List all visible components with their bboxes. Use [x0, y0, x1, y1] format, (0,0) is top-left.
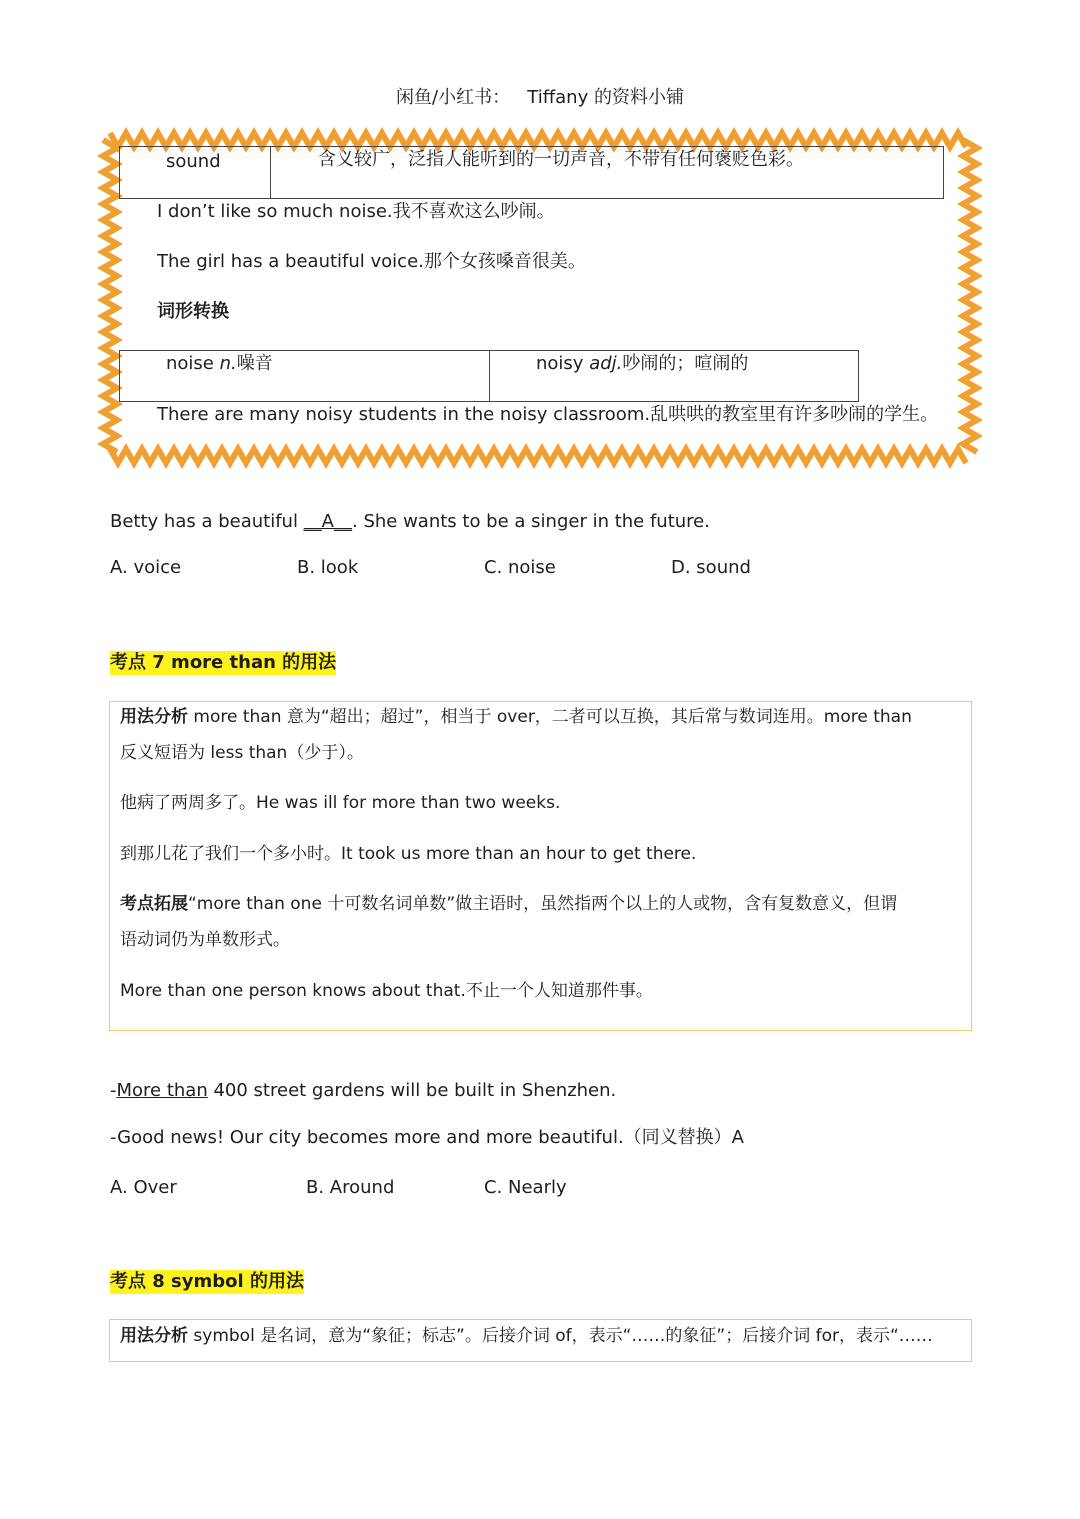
- header-shop: Tiffany 的资料小铺: [527, 87, 684, 108]
- word-form-noise: noise n.噪音: [166, 353, 273, 374]
- header-source: 闲鱼/小红书：: [396, 87, 511, 108]
- option-b: B. look: [297, 557, 359, 578]
- word-form-noisy: noisy adj.吵闹的；喧闹的: [536, 353, 749, 374]
- option-c: C. noise: [484, 557, 556, 578]
- extension-label: 考点拓展: [120, 894, 188, 914]
- point7-extension-line2: 语动词仍为单数形式。: [120, 930, 290, 950]
- option-a: A. voice: [110, 557, 182, 578]
- point8-analysis-label: 用法分析: [120, 1326, 188, 1346]
- table-desc-sound: 含义较广，泛指人能听到的一切声音，不带有任何褒贬色彩。: [318, 149, 804, 170]
- question-more-than-line1: -More than 400 street gardens will be built in Shenzhen.: [110, 1080, 617, 1101]
- example-noise: I don’t like so much noise.我不喜欢这么吵闹。: [157, 201, 555, 222]
- example-voice: The girl has a beautiful voice.那个女孩嗓音很美。: [157, 251, 586, 272]
- point7-example3: More than one person knows about that.不止一个人知道那件事。: [120, 981, 653, 1001]
- question-voice: Betty has a beautiful __A__. She wants to be a singer in the future.: [110, 511, 710, 532]
- question-more-than-line2: -Good news! Our city becomes more and more beautiful.（同义替换）A: [110, 1127, 744, 1148]
- answer-blank: __A__: [303, 511, 352, 532]
- analysis-label: 用法分析: [120, 707, 188, 727]
- option2-a: A. Over: [110, 1177, 177, 1198]
- point7-extension-line1: 考点拓展“more than one 十可数名词单数”做主语时，虽然指两个以上的人或物，含有复数意义，但谓: [120, 894, 898, 914]
- point8-title: 考点 8 symbol 的用法: [110, 1271, 304, 1292]
- option2-c: C. Nearly: [484, 1177, 567, 1198]
- point7-example1: 他病了两周多了。He was ill for more than two weeks.: [120, 793, 561, 813]
- point7-analysis-line2: 反义短语为 less than（少于）。: [120, 743, 364, 763]
- underlined-phrase: More than: [116, 1080, 208, 1101]
- option2-b: B. Around: [306, 1177, 395, 1198]
- point8-analysis: 用法分析 symbol 是名词，意为“象征；标志”。后接介词 of，表示“……的象征”；后接介词 for，表示“……: [120, 1326, 933, 1346]
- point7-example2: 到那儿花了我们一个多小时。It took us more than an hour to get there.: [120, 844, 697, 864]
- example-noisy: There are many noisy students in the noisy classroom.乱哄哄的教室里有许多吵闹的学生。: [157, 404, 939, 425]
- word-form-heading: 词形转换: [157, 301, 229, 322]
- point7-analysis-line1: 用法分析 more than 意为“超出；超过”，相当于 over，二者可以互换，其后常与数词连用。more than: [120, 707, 912, 727]
- option-d: D. sound: [671, 557, 751, 578]
- point7-title: 考点 7 more than 的用法: [110, 652, 337, 673]
- table-word-sound: sound: [166, 151, 221, 172]
